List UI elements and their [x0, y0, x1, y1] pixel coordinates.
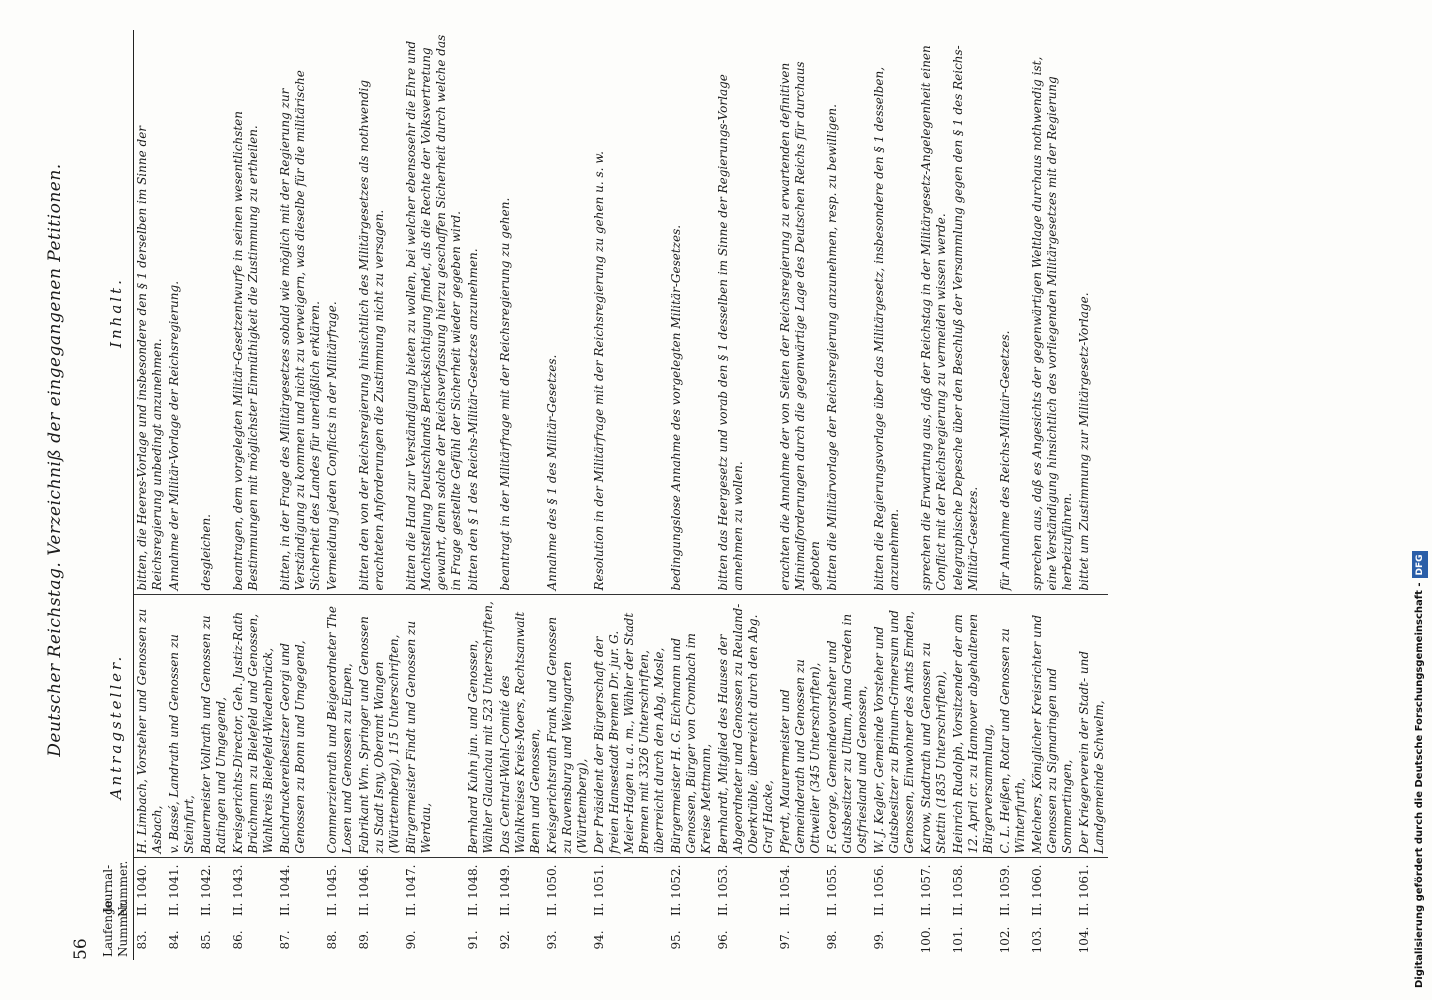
cell-inhalt: bedingungslose Annahme des vorgelegten Militär-Gesetzes. [669, 224, 683, 591]
cell-journal-nummer: II. 1054. [777, 858, 824, 920]
cell-laufende-nummer: 91. [466, 930, 480, 950]
cell-journal-nummer: II. 1050. [544, 858, 591, 920]
cell-antragsteller: Bauerneister Vollrath und Genossen zu Ratingen und Umgegend, [198, 595, 230, 858]
cell-journal-nummer: II. 1052. [668, 858, 715, 920]
page-number: 56 [71, 938, 91, 960]
cell-inhalt: bitten, die Heeres-Vorlage und insbesondere den § 1 derselben im Sinne der Reichsregierung unbedingt anzunehmen. [135, 125, 164, 591]
cell-laufende-nummer: 100. [919, 926, 933, 954]
table-row [497, 30, 544, 960]
digitization-note-rotated [1412, 12, 1428, 988]
cell-laufende-nummer: 89. [357, 930, 371, 950]
table-row [403, 30, 465, 960]
cell-antragsteller: Pferdt, Maurermeister und Gemeinderath und Genossen zu Ottweiler (345 Unterschriften), [777, 595, 824, 858]
cell-laufende-nummer: 96. [716, 930, 730, 950]
cell-laufende-nummer: 84. [167, 930, 181, 950]
table-row [1076, 30, 1108, 960]
cell-journal-nummer: II. 1041. [166, 858, 198, 920]
cell-inhalt: Vermeidung jeden Conflicts in der Militärfrage. [325, 301, 339, 591]
cell-antragsteller: Der Präsident der Bürgerschaft der freien Hansestadt Bremen Dr. jur. G. Meier-Hagen u. a. m., Wähler der Stadt Bremen mit 3326 Unterschriften, überreicht durch den Abg. Mosle, [591, 595, 668, 858]
cell-antragsteller: W. J. Kegler, Gemeinde Vorsteher und Gutsbesitzer zu Brinum-Grimersum und Genossen, Einwohner des Amts Emden, [871, 595, 918, 858]
cell-antragsteller: Das Central-Wahl-Comité des Wahlkreises Kreis-Moers, Rechtsanwalt Benn und Genossen, [497, 595, 544, 858]
petition-table [99, 30, 1108, 960]
table-row [950, 30, 997, 960]
cell-inhalt: beantragen, dem vorgelegten Militär-Gesetzentwurfe in seinen wesentlichsten Bestimmungen mit möglichster Einmüthigkeit die Zustimmung zu ertheilen. [231, 111, 260, 591]
cell-journal-nummer: II. 1049. [497, 858, 544, 920]
cell-inhalt: bitten, in der Frage des Militärgesetzes sobald wie möglich mit der Regierung zur Verständigung zu kommen und nicht zu verweigern, was dieselbe für die militärische Sicherheit des Landes für unerläßlich erklären. [278, 70, 322, 591]
cell-journal-nummer: II. 1048. [465, 858, 497, 920]
table-row [824, 30, 871, 960]
cell-inhalt: beantragt in der Militärfrage mit der Reichsregierung zu gehen. [498, 197, 512, 591]
column-header-journal-nummer: Journal-Nummer. [99, 858, 134, 920]
cell-journal-nummer: II. 1060. [1029, 858, 1076, 920]
table-row [715, 30, 777, 960]
cell-laufende-nummer: 85. [199, 930, 213, 950]
cell-antragsteller: Karow, Stadtrath und Genossen zu Stettin (1835 Unterschriften), [918, 595, 950, 858]
cell-journal-nummer: II. 1042. [198, 858, 230, 920]
table-row [871, 30, 918, 960]
cell-antragsteller: H. Limbach, Vorsteher und Genossen zu Asbach, [134, 595, 167, 858]
table-row [465, 30, 497, 960]
digitization-sidebar [1412, 12, 1428, 988]
cell-inhalt: Annahme der Militär-Vorlage der Reichsregierung. [167, 280, 181, 591]
cell-laufende-nummer: 104. [1077, 926, 1091, 954]
cell-laufende-nummer: 86. [231, 930, 245, 950]
column-header-laufende-nummer: Laufende Nummer. [99, 920, 134, 960]
cell-laufende-nummer: 98. [825, 930, 839, 950]
cell-laufende-nummer: 87. [278, 930, 292, 950]
cell-antragsteller: Bernhard Kuhn jun. und Genossen, Wähler Glauchau mit 523 Unterschriften, [465, 595, 497, 858]
table-row [230, 30, 277, 960]
cell-journal-nummer: II. 1061. [1076, 858, 1108, 920]
table-row [324, 30, 356, 960]
table-row [1029, 30, 1076, 960]
cell-laufende-nummer: 83. [135, 930, 149, 950]
table-row [918, 30, 950, 960]
cell-inhalt: bitten die Hand zur Verständigung bieten zu wollen, bei welcher ebensosehr die Ehre und Machtstellung Deutschlands Berücksichtigung findet, als die Rechte der Volksvertretung gewahrt, denn solche der Reichsverfassung hierzu geschaffen Sicherheit durch welche das in Frage gestellte Gefühl der Sicherheit wieder gegeben wird. [404, 34, 463, 591]
cell-antragsteller: F. George, Gemeindevorsteher und Gutsbesitzer zu Ultum, Anna Greden in Ostfriesland und Genossen, [824, 595, 871, 858]
column-header-inhalt: Inhalt. [99, 30, 134, 595]
cell-journal-nummer: II. 1045. [324, 858, 356, 920]
cell-inhalt: Resolution in der Militärfrage mit der Reichsregierung zu gehen u. s. w. [592, 151, 606, 591]
cell-journal-nummer: II. 1047. [403, 858, 465, 920]
cell-inhalt: für Annahme des Reichs-Militair-Gesetzes. [998, 330, 1012, 591]
cell-journal-nummer: II. 1056. [871, 858, 918, 920]
table-row [997, 30, 1029, 960]
cell-inhalt: desgleichen. [199, 514, 213, 591]
table-header-row [99, 30, 134, 960]
cell-laufende-nummer: 99. [872, 930, 886, 950]
cell-laufende-nummer: 92. [498, 930, 512, 950]
cell-journal-nummer: II. 1058. [950, 858, 997, 920]
table-row [166, 30, 198, 960]
cell-antragsteller: Melchers, Königlicher Kreisrichter und Genossen zu Sigmaringen und Sommertingen, [1029, 595, 1076, 858]
table-row [134, 30, 167, 960]
cell-inhalt: telegraphische Depesche über den Beschluß der Versammlung gegen den § 1 des Reichs-Militär-Gesetzes. [951, 45, 980, 591]
cell-antragsteller: C. L. Heißen, Rotar und Genossen zu Winterfurth, [997, 595, 1029, 858]
cell-inhalt: bitten den § 1 des Reichs-Militär-Gesetzes anzunehmen. [466, 248, 480, 591]
cell-journal-nummer: II. 1055. [824, 858, 871, 920]
cell-journal-nummer: II. 1044. [277, 858, 324, 920]
column-header-antragsteller: Antragsteller. [99, 595, 134, 858]
digitization-note: Digitalisierung gefördert durch die Deutsche Forschungsgemeinschaft - [1414, 582, 1425, 988]
table-row [544, 30, 591, 960]
cell-journal-nummer: II. 1053. [715, 858, 777, 920]
cell-inhalt: bittet um Zustimmung zur Militärgesetz-Vorlage. [1077, 292, 1091, 591]
cell-antragsteller: Commerzienrath und Beigeordneter The Losen und Genossen zu Eupen, [324, 595, 356, 858]
cell-inhalt: bitten den von der Reichsregierung hinsichtlich des Militärgesetzes als nothwendig erachteten Anforderungen die Zustimmung nicht zu versagen. [357, 79, 386, 591]
cell-laufende-nummer: 88. [325, 930, 339, 950]
table-row [668, 30, 715, 960]
cell-laufende-nummer: 90. [404, 930, 418, 950]
cell-laufende-nummer: 95. [669, 930, 683, 950]
cell-journal-nummer: II. 1059. [997, 858, 1029, 920]
cell-antragsteller: Bernhardt, Mitglied des Hauses der Abgeordneter und Genossen zu Reuland-Oberkrüble, überreicht durch den Abg. Graf Hacke, [715, 595, 777, 858]
cell-inhalt: bitten die Militärvorlage der Reichsregierung anzunehmen, resp. zu bewilligen. [825, 104, 839, 591]
cell-antragsteller: Bürgermeister H. G. Eichmann und Genossen, Bürger von Crombach im Kreise Mettmann, [668, 595, 715, 858]
cell-journal-nummer: II. 1046. [356, 858, 403, 920]
cell-inhalt: Annahme des § 1 des Militär-Gesetzes. [545, 354, 559, 591]
cell-journal-nummer: II. 1040. [134, 858, 167, 920]
cell-laufende-nummer: 94. [592, 930, 606, 950]
cell-laufende-nummer: 102. [998, 926, 1012, 954]
page-title: Deutscher Reichstag. Verzeichniß der eingegangenen Petitionen. [45, 163, 65, 757]
cell-antragsteller: Heinrich Rudolph, Vorsitzender der am 12. April cr. zu Hannover abgehaltenen Bürgerversammlung, [950, 595, 997, 858]
cell-antragsteller: Der Kriegerverein der Stadt- und Landgemeinde Schwelm, [1076, 595, 1108, 858]
table-row [777, 30, 824, 960]
cell-laufende-nummer: 103. [1030, 926, 1044, 954]
cell-inhalt: sprechen die Erwartung aus, daß der Reichstag in der Militärgesetz-Angelegenheit einen Conflict mit der Reichsregierung zu vermeiden wissen werde. [919, 45, 948, 591]
cell-laufende-nummer: 97. [778, 930, 792, 950]
table-row [591, 30, 668, 960]
cell-inhalt: erachten die Annahme der von Seiten der Reichsregierung zu erwartenden definitiven Minimalforderungen durch die gegenwärtige Lage des Deutschen Reichs für durchaus geboten [778, 61, 822, 591]
cell-inhalt: sprechen aus, daß es Angesichts der gegenwärtigen Weltlage durchaus nothwendig ist, eine Verständigung hinsichtlich des vorliegenden Militärgesetzes mit der Regierung herbeizuführen. [1030, 56, 1074, 591]
table-row [198, 30, 230, 960]
cell-antragsteller: Bürgermeister Findt und Genossen zu Werdau, [403, 595, 465, 858]
cell-laufende-nummer: 101. [951, 926, 965, 954]
table-row [277, 30, 324, 960]
cell-journal-nummer: II. 1051. [591, 858, 668, 920]
cell-antragsteller: v. Bassé, Landrath und Genossen zu Steinfurt, [166, 595, 198, 858]
table-row [356, 30, 403, 960]
petition-rows [134, 30, 1109, 960]
cell-antragsteller: Fabrikant Wm. Springer und Genossen zu Stadt Isny, Oberamt Wangen (Württemberg), 115 Unterschriften, [356, 595, 403, 858]
cell-antragsteller: Buchdruckereibesitzer Georgi und Genossen zu Bonn und Umgegend, [277, 595, 324, 858]
cell-laufende-nummer: 93. [545, 930, 559, 950]
cell-antragsteller: Kreisgerichts-Director, Geh. Justiz-Rath Brüchmann zu Bielefeld und Genossen, Wahlkreis Bielefeld-Wiedenbrück, [230, 595, 277, 858]
cell-inhalt: bitten das Heergesetz und vorab den § 1 desselben im Sinne der Regierungs-Vorlage annehmen zu wollen. [716, 74, 745, 591]
document-page [45, 30, 1185, 960]
cell-journal-nummer: II. 1043. [230, 858, 277, 920]
cell-inhalt: bitten die Regierungsvorlage über das Militärgesetz, insbesondere den § 1 desselben, anzunehmen. [872, 66, 901, 591]
cell-journal-nummer: II. 1057. [918, 858, 950, 920]
dfg-logo: DFG [1412, 551, 1428, 578]
cell-antragsteller: Kreisgerichtsrath Frank und Genossen zu Ravensburg und Weingarten (Württemberg), [544, 595, 591, 858]
